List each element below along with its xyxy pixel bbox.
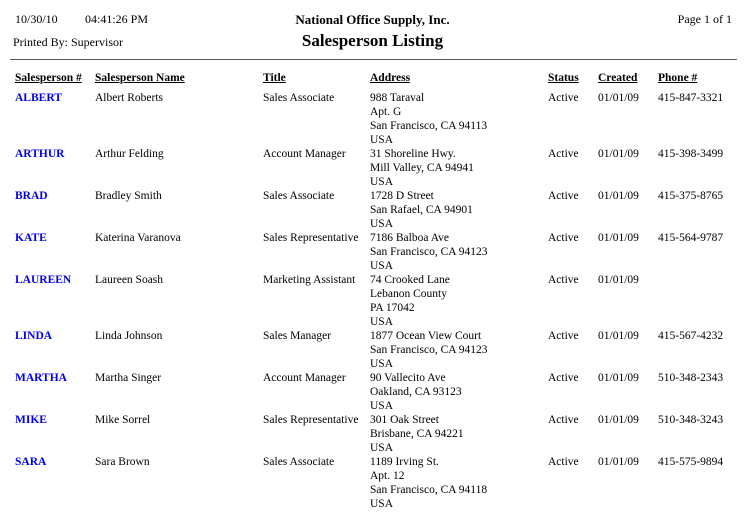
address-line: USA (370, 400, 394, 412)
salesperson-name: Mike Sorrel (95, 414, 151, 426)
salesperson-address (370, 189, 548, 231)
salesperson-address (370, 413, 548, 455)
salesperson-title: Sales Associate (263, 456, 335, 468)
salesperson-name: Laureen Soash (95, 274, 164, 286)
print-date: 10/30/10 (15, 12, 58, 26)
salesperson-created-date: 01/01/09 (598, 274, 639, 286)
address-line: USA (370, 498, 394, 510)
printed-by: Printed By: Supervisor (13, 35, 123, 49)
column-header-address: Address (370, 72, 411, 84)
salesperson-id-link[interactable]: MARTHA (15, 372, 67, 384)
salesperson-name: Arthur Felding (95, 148, 164, 160)
address-line: 90 Vallecito Ave (370, 372, 446, 384)
page-indicator: Page 1 of 1 (677, 12, 732, 26)
salesperson-phone: 415-564-9787 (658, 232, 724, 244)
salesperson-title: Sales Manager (263, 330, 332, 342)
salesperson-name: Martha Singer (95, 372, 162, 384)
salesperson-name: Bradley Smith (95, 190, 162, 202)
salesperson-created-date: 01/01/09 (598, 232, 639, 244)
salesperson-phone: 415-847-3321 (658, 92, 724, 104)
address-line: USA (370, 218, 394, 230)
salesperson-title: Account Manager (263, 372, 346, 384)
salesperson-id-link[interactable]: MIKE (15, 414, 47, 426)
header-divider (10, 59, 737, 60)
table-header-row (0, 71, 745, 85)
table-row (0, 189, 730, 231)
salesperson-status: Active (548, 414, 579, 426)
salesperson-phone: 415-575-9894 (658, 456, 724, 468)
address-line: USA (370, 316, 394, 328)
report-title: Salesperson Listing (301, 31, 444, 50)
address-line: 31 Shoreline Hwy. (370, 148, 456, 160)
report-header (0, 0, 745, 60)
salesperson-status: Active (548, 330, 579, 342)
table-row (0, 329, 730, 371)
salesperson-status: Active (548, 190, 579, 202)
address-line: 1877 Ocean View Court (370, 330, 482, 342)
salesperson-created-date: 01/01/09 (598, 190, 639, 202)
address-line: San Francisco, CA 94123 (370, 344, 488, 356)
address-line: Lebanon County (370, 288, 447, 300)
column-header-title: Title (263, 72, 286, 84)
address-line: USA (370, 442, 394, 454)
table-row (0, 231, 730, 273)
column-header-phone: Phone # (658, 72, 698, 84)
table-body (0, 91, 730, 511)
salesperson-title: Marketing Assistant (263, 274, 356, 286)
column-header-salesperson-name: Salesperson Name (95, 72, 185, 84)
address-line: San Francisco, CA 94118 (370, 484, 488, 496)
salesperson-name: Katerina Varanova (95, 232, 181, 244)
column-header-status: Status (548, 72, 579, 84)
address-line: Mill Valley, CA 94941 (370, 162, 474, 174)
salesperson-id-link[interactable]: KATE (15, 232, 47, 244)
salesperson-status: Active (548, 148, 579, 160)
salesperson-address (370, 329, 548, 371)
salesperson-phone: 510-348-3243 (658, 414, 724, 426)
salesperson-title: Sales Representative (263, 414, 359, 426)
address-line: Brisbane, CA 94221 (370, 428, 464, 440)
address-line: PA 17042 (370, 302, 415, 314)
salesperson-id-link[interactable]: ARTHUR (15, 148, 65, 160)
salesperson-title: Sales Associate (263, 190, 335, 202)
salesperson-title: Sales Associate (263, 92, 335, 104)
address-line: USA (370, 358, 394, 370)
salesperson-created-date: 01/01/09 (598, 330, 639, 342)
salesperson-status: Active (548, 274, 579, 286)
address-line: Oakland, CA 93123 (370, 386, 462, 398)
address-line: 988 Taraval (370, 92, 425, 104)
salesperson-id-link[interactable]: LINDA (15, 330, 53, 342)
table-row (0, 91, 730, 147)
salesperson-phone: 415-398-3499 (658, 148, 724, 160)
address-line: USA (370, 134, 394, 146)
salesperson-title: Account Manager (263, 148, 346, 160)
column-header-salesperson-id: Salesperson # (15, 72, 82, 84)
print-time: 04:41:26 PM (85, 12, 149, 26)
address-line: San Francisco, CA 94113 (370, 120, 488, 132)
salesperson-status: Active (548, 232, 579, 244)
salesperson-status: Active (548, 456, 579, 468)
salesperson-name: Sara Brown (95, 456, 150, 468)
table-row (0, 413, 730, 455)
salesperson-phone: 510-348-2343 (658, 372, 724, 384)
address-line: Apt. G (370, 106, 402, 118)
address-line: USA (370, 260, 394, 272)
salesperson-id-link[interactable]: BRAD (15, 190, 48, 202)
salesperson-address (370, 273, 548, 329)
salesperson-name: Linda Johnson (95, 330, 163, 342)
address-line: San Francisco, CA 94123 (370, 246, 488, 258)
salesperson-created-date: 01/01/09 (598, 148, 639, 160)
company-name: National Office Supply, Inc. (295, 12, 450, 27)
address-line: San Rafael, CA 94901 (370, 204, 473, 216)
address-line: 1189 Irving St. (370, 456, 439, 468)
salesperson-status: Active (548, 92, 579, 104)
salesperson-name: Albert Roberts (95, 92, 164, 104)
address-line: USA (370, 176, 394, 188)
table-row (0, 455, 730, 511)
address-line: 7186 Balboa Ave (370, 232, 449, 244)
salesperson-status: Active (548, 372, 579, 384)
salesperson-id-link[interactable]: ALBERT (15, 92, 62, 104)
salesperson-address (370, 91, 548, 147)
address-line: 301 Oak Street (370, 414, 439, 426)
address-line: 74 Crooked Lane (370, 274, 450, 286)
salesperson-created-date: 01/01/09 (598, 92, 639, 104)
salesperson-phone: 415-567-4232 (658, 330, 724, 342)
salesperson-id-link[interactable]: LAUREEN (15, 274, 72, 286)
salesperson-created-date: 01/01/09 (598, 456, 639, 468)
table-row (0, 273, 730, 329)
salesperson-address (370, 147, 548, 189)
address-line: 1728 D Street (370, 190, 434, 202)
salesperson-address (370, 455, 548, 511)
salesperson-phone: 415-375-8765 (658, 190, 724, 202)
salesperson-id-link[interactable]: SARA (15, 456, 47, 468)
salesperson-address (370, 231, 548, 273)
salesperson-created-date: 01/01/09 (598, 372, 639, 384)
table-row (0, 147, 730, 189)
column-header-created: Created (598, 72, 638, 84)
address-line: Apt. 12 (370, 470, 405, 482)
table-row (0, 371, 730, 413)
salesperson-created-date: 01/01/09 (598, 414, 639, 426)
salesperson-address (370, 371, 548, 413)
salesperson-title: Sales Representative (263, 232, 359, 244)
